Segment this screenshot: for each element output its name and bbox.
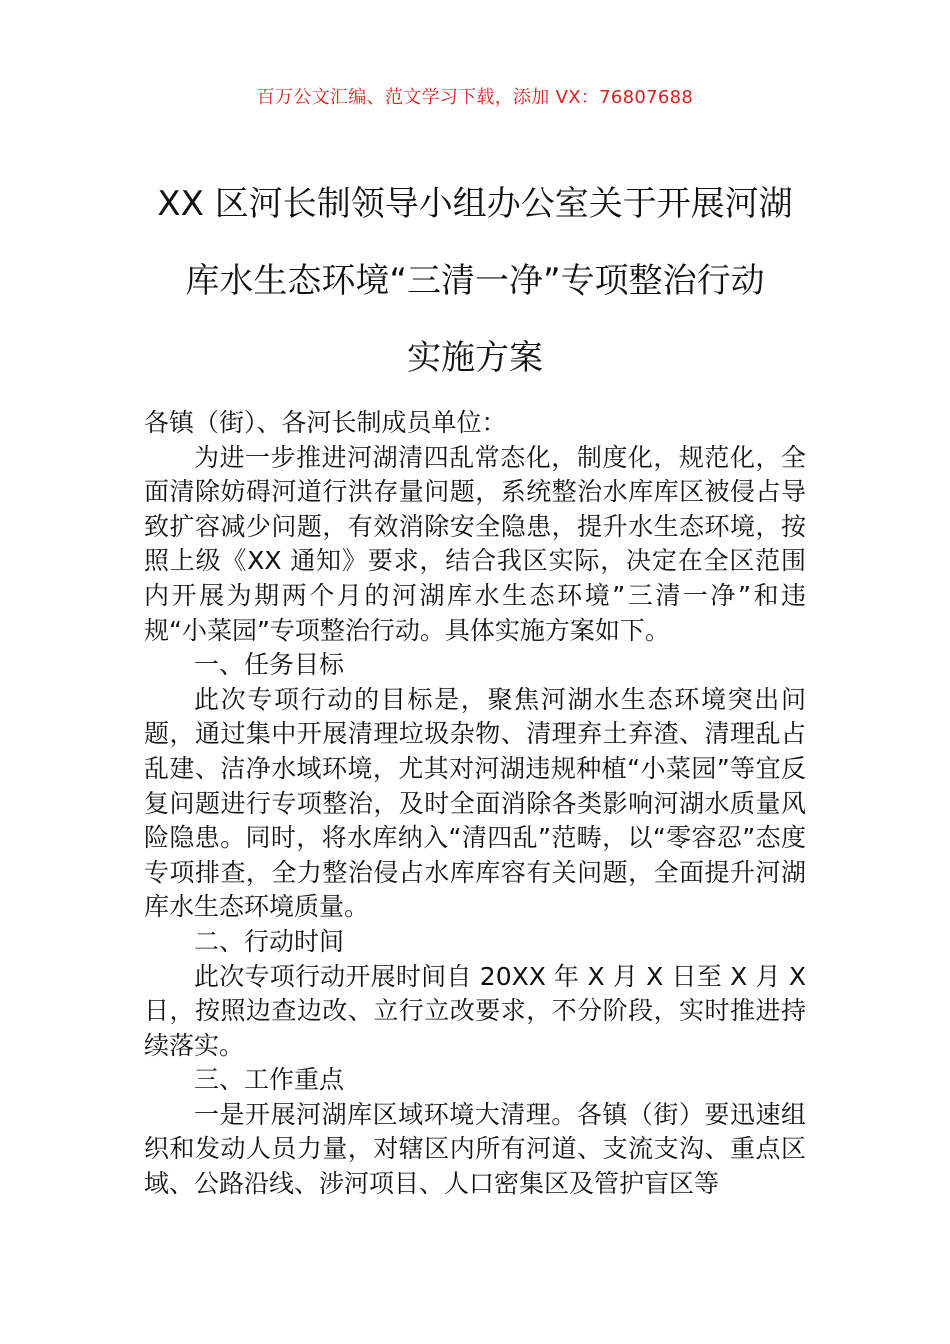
section-heading-2: 二、行动时间: [194, 926, 345, 956]
header-notice: 百万公文汇编、范文学习下载，添加 VX：76807688: [256, 87, 694, 108]
intro-paragraph: 为进一步推进河湖清四乱常态化，制度化，规范化，全面清除妨碍河道行洪存量问题，系统整治水库库区被侵占导致扩容减少问题，有效消除安全隐患，提升水生态环境，按照上级《XX 通知》要求，结合我区实际，决定在全区范围内开展为期两个月的河湖库水生态环境”三清一净”和违规“小菜园”专项整治行动。具体实施方案如下。: [144, 442, 806, 645]
section-heading-3: 三、工作重点: [194, 1065, 345, 1095]
section-heading-1: 一、任务目标: [194, 650, 345, 680]
salutation: 各镇（街）、各河长制成员单位：: [144, 408, 507, 437]
title-line-3: 实施方案: [407, 338, 543, 378]
document-title: [120, 178, 830, 409]
section-paragraph-1: 此次专项行动的目标是，聚焦河湖水生态环境突出问题，通过集中开展清理垃圾杂物、清理弃土弃渣、清理乱占乱建、洁净水域环境，尤其对河湖违规种植“小菜园”等宜反复问题进行专项整治，及时全面消除各类影响河湖水质量风险隐患。同时，将水库纳入“清四乱”范畴，以“零容忍”态度专项排查，全力整治侵占水库库容有关问题，全面提升河湖库水生态环境质量。: [144, 684, 806, 922]
title-line-2: 库水生态环境“三清一净”专项整治行动: [185, 261, 765, 301]
title-line-1: XX 区河长制领导小组办公室关于开展河湖: [157, 184, 793, 224]
section-paragraph-2: 此次专项行动开展时间自 20XX 年 X 月 X 日至 X 月 X 日，按照边查边改、立行立改要求，不分阶段，实时推进持续落实。: [144, 961, 806, 1060]
section-paragraph-3: 一是开展河湖库区域环境大清理。各镇（街）要迅速组织和发动人员力量，对辖区内所有河道、支流支沟、重点区域、公路沿线、涉河项目、人口密集区及管护盲区等: [144, 1099, 806, 1199]
document-body: [144, 406, 806, 1202]
